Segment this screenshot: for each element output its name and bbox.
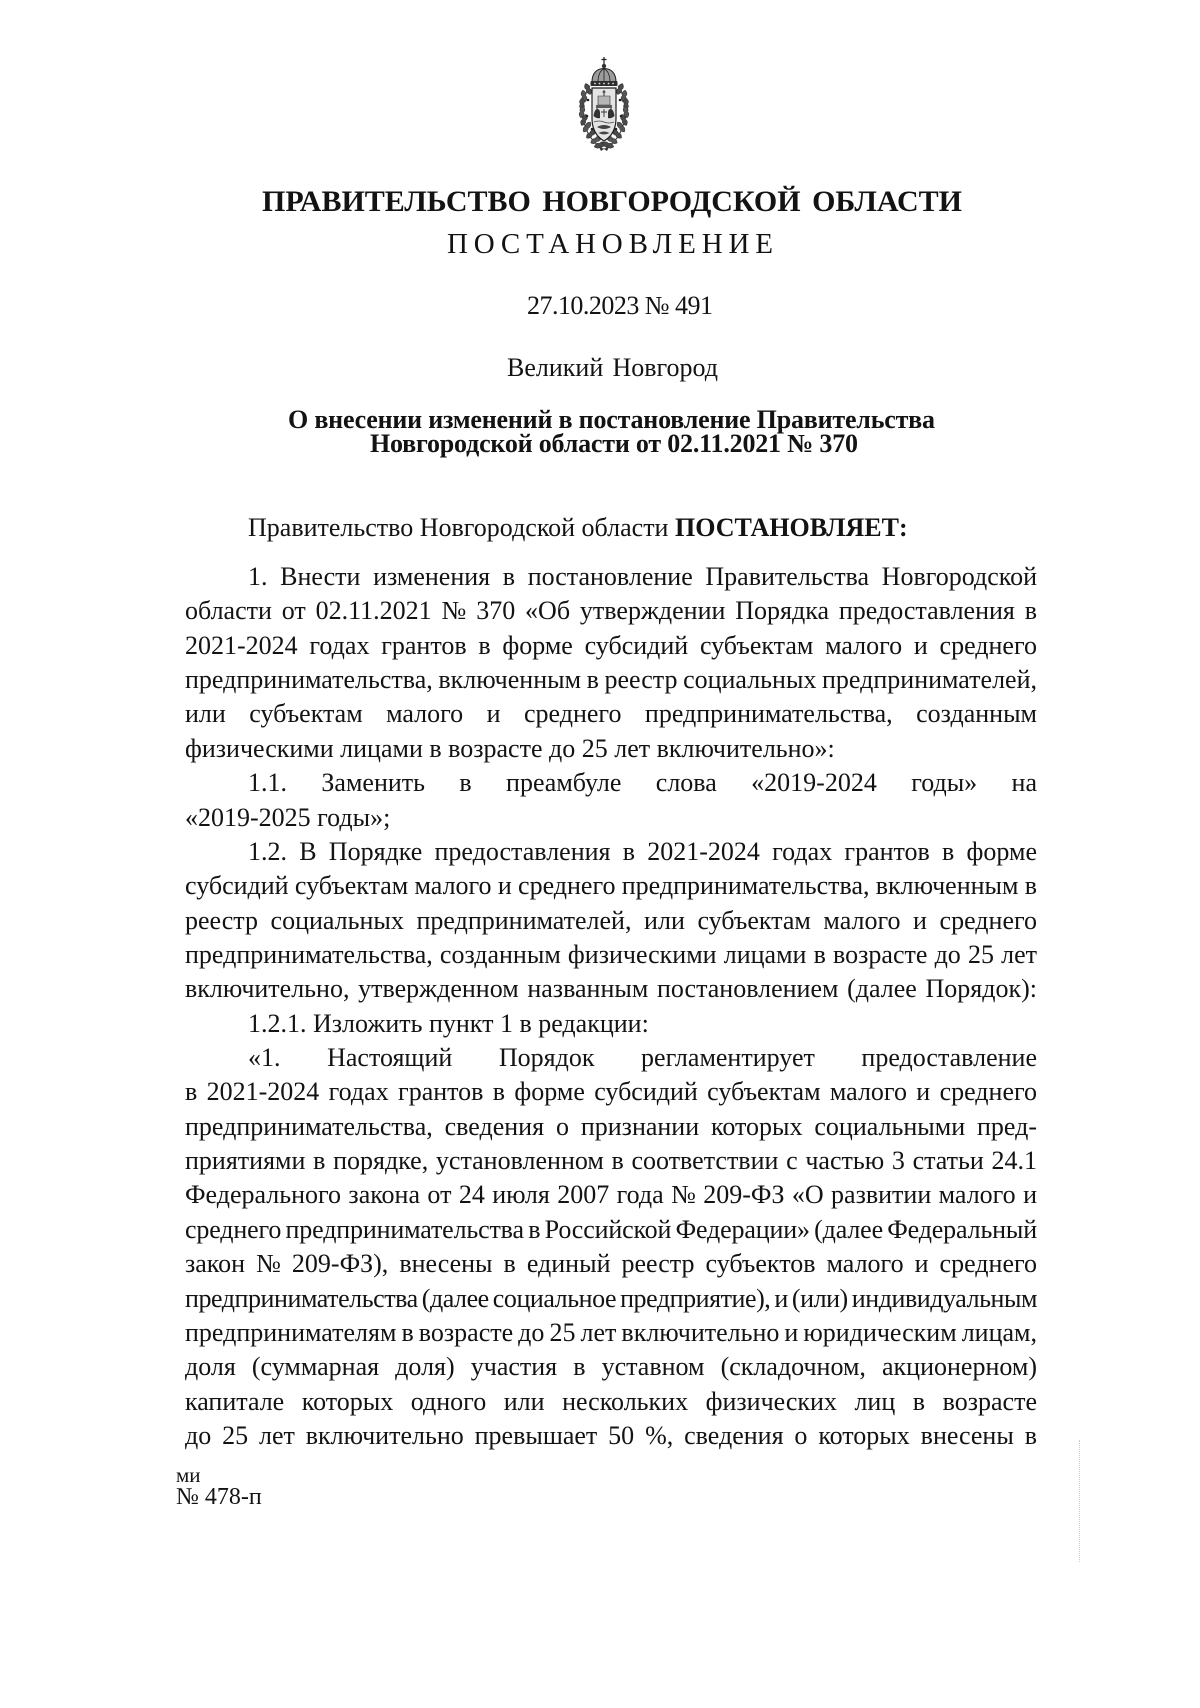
- quoted-clause: [185, 1041, 1037, 1453]
- document-title-line: О внесении изменений в постановление Правительства: [288, 405, 935, 434]
- preamble: [248, 511, 1037, 545]
- text-line: предпринимательства, включенным в реестр социальных предпринимателей,: [185, 665, 1037, 695]
- preamble-decision: ПОСТАНОВЛЯЕТ:: [674, 513, 908, 542]
- text-line: приятиями в порядке, установленном в соответствии с частью 3 статьи 24.1: [185, 1146, 1037, 1176]
- text-line: предпринимательства, сведения о признании которых социальными пред-: [185, 1111, 1037, 1141]
- text-line: физическими лицами в возрасте до 25 лет включительно»:: [185, 733, 835, 763]
- text-line: 2021-2024 годах грантов в форме субсидий субъектам малого и среднего: [185, 630, 1037, 660]
- document-body: [185, 560, 1037, 1453]
- crown: [591, 57, 618, 86]
- text-line: или субъектам малого и среднего предпринимательства, созданным: [185, 699, 1037, 729]
- scan-artifact-line: [1079, 1440, 1080, 1562]
- internal-reference-number: № 478-п: [176, 1484, 262, 1510]
- text-line: в 2021-2024 годах грантов в форме субсидий субъектам малого и среднего: [185, 1077, 1037, 1107]
- shield: [592, 88, 616, 141]
- text-line: «1. Настоящий Порядок регламентирует предоставление: [248, 1043, 1037, 1073]
- text-line: 1.2.1. Изложить пункт 1 в редакции:: [248, 1008, 649, 1038]
- text-line: области от 02.11.2021 № 370 «Об утверждении Порядка предоставления в: [185, 596, 1037, 626]
- text-line: субсидий субъектам малого и среднего предпринимательства, включенным в: [185, 871, 1037, 901]
- text-line: до 25 лет включительно превышает 50 %, сведения о которых внесены в: [185, 1420, 1037, 1450]
- text-line: реестр социальных предпринимателей, или субъектам малого и среднего: [185, 905, 1037, 935]
- authority-heading: ПРАВИТЕЛЬСТВО НОВГОРОДСКОЙ ОБЛАСТИ: [262, 185, 962, 218]
- document-title-line: Новгородской области от 02.11.2021 № 370: [370, 429, 858, 458]
- text-line: капитале которых одного или нескольких физических лиц в возрасте: [185, 1386, 1037, 1416]
- preamble-text: Правительство Новгородской области: [248, 513, 669, 542]
- text-line: доля (суммарная доля) участия в уставном (складочном, акционерном): [185, 1352, 1037, 1382]
- text-line: предпринимательства, созданным физическими лицами в возрасте до 25 лет: [185, 939, 1037, 969]
- document-type: ПОСТАНОВЛЕНИЕ: [447, 228, 779, 260]
- place-of-issue: Великий Новгород: [507, 353, 718, 382]
- executor-initials: ми: [176, 1463, 201, 1487]
- clause-1-1: [185, 766, 1037, 835]
- text-line: предпринимательства (далее социальное предприятие), и (или) индивидуальным: [185, 1283, 1037, 1313]
- clause-1-2-1: [185, 1007, 1037, 1041]
- text-line: 1. Внести изменения в постановление Правительства Новгородской: [248, 562, 1037, 591]
- text-line: 1.1. Заменить в преамбуле слова «2019-2024 годы» на: [248, 768, 1037, 798]
- text-line: 1.2. В Порядке предоставления в 2021-2024 годах грантов в форме: [248, 836, 1037, 866]
- coat-of-arms-icon: [569, 56, 639, 152]
- text-line: закон № 209-ФЗ), внесены в единый реестр субъектов малого и среднего: [185, 1249, 1037, 1279]
- date-and-number: 27.10.2023 № 491: [527, 291, 713, 320]
- clause-1-2: [185, 835, 1037, 1007]
- text-line: среднего предпринимательства в Российской Федерации» (далее Федеральный: [185, 1214, 1037, 1244]
- text-line: предпринимателям в возрасте до 25 лет включительно и юридическим лицам,: [185, 1317, 1038, 1347]
- text-line: «2019-2025 годы»;: [185, 802, 391, 832]
- text-line: включительно, утвержденном названным постановлением (далее Порядок):: [185, 974, 1037, 1004]
- text-line: Федерального закона от 24 июля 2007 года № 209-ФЗ «О развитии малого и: [185, 1180, 1037, 1210]
- clause-1: [185, 560, 1037, 766]
